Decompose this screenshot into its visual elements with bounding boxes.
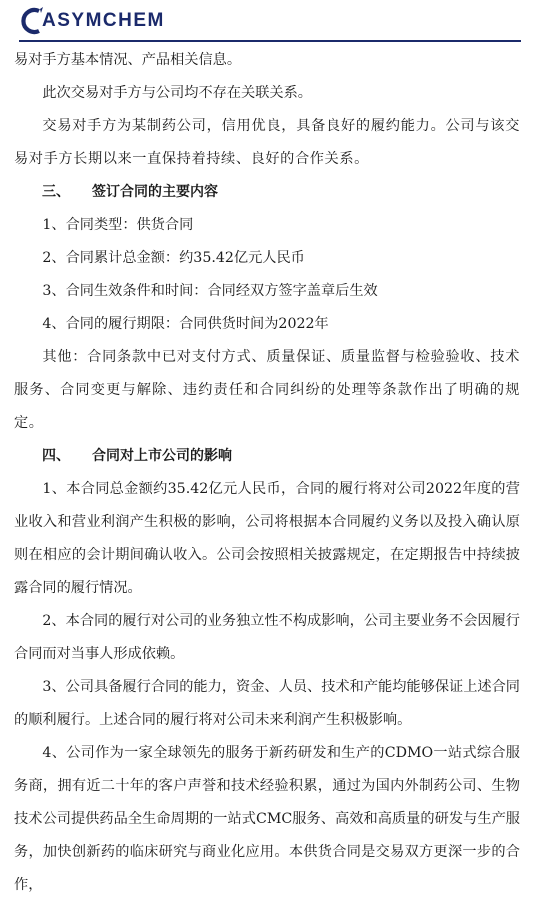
paragraph-no-related-party: 此次交易对手方与公司均不存在关联关系。 <box>42 85 312 101</box>
header-divider <box>19 40 521 42</box>
document-body <box>14 44 520 902</box>
company-logo <box>19 6 165 36</box>
c-swoosh-logo-icon <box>19 6 43 36</box>
list-item-term: 4、合同的履行期限：合同供货时间为2022年 <box>42 316 329 332</box>
paragraph-impact-2: 2、本合同的履行对公司的业务独立性不构成影响，公司主要业务不会因履行合同而对当事人形成依赖。 <box>14 613 520 662</box>
list-item-effective-condition: 3、合同生效条件和时间：合同经双方签字盖章后生效 <box>42 283 378 299</box>
section-number: 三、 <box>42 184 70 200</box>
section-title: 合同对上市公司的影响 <box>92 448 232 464</box>
logo-text: ASYMCHEM <box>42 10 165 31</box>
section-heading-contract-content <box>14 176 520 209</box>
paragraph-impact-1: 1、本合同总金额约35.42亿元人民币，合同的履行将对公司2022年度的营业收入和营业利润产生积极的影响，公司将根据本合同履约义务以及投入确认原则在相应的会计期间确认收入。公司会按照相关披露规定，在定期报告中持续披露合同的履行情况。 <box>14 481 520 596</box>
list-item-contract-type: 1、合同类型：供货合同 <box>42 217 194 233</box>
section-title: 签订合同的主要内容 <box>92 184 218 200</box>
paragraph-impact-4: 4、公司作为一家全球领先的服务于新药研发和生产的CDMO一站式综合服务商，拥有近二十年的客户声誉和技术经验积累，通过为国内外制药公司、生物技术公司提供药品全生命周期的一站式CMC服务、高效和高质量的研发与生产服务，加快创新药的临床研究与商业化应用。本供货合同是交易双方更深一步的合作， <box>14 745 520 893</box>
paragraph-continued: 易对手方基本情况、产品相关信息。 <box>14 52 242 68</box>
list-item-contract-amount: 2、合同累计总金额：约35.42亿元人民币 <box>42 250 305 266</box>
paragraph-impact-3: 3、公司具备履行合同的能力，资金、人员、技术和产能均能够保证上述合同的顺利履行。上述合同的履行将对公司未来利润产生积极影响。 <box>14 679 520 728</box>
section-number: 四、 <box>42 448 70 464</box>
paragraph-counterparty: 交易对手方为某制药公司，信用优良，具备良好的履约能力。公司与该交易对手方长期以来一直保持着持续、良好的合作关系。 <box>14 118 520 167</box>
section-heading-impact <box>14 440 520 473</box>
paragraph-other-terms: 其他：合同条款中已对支付方式、质量保证、质量监督与检验验收、技术服务、合同变更与解除、违约责任和合同纠纷的处理等条款作出了明确的规定。 <box>14 349 520 431</box>
document-header <box>0 0 540 42</box>
